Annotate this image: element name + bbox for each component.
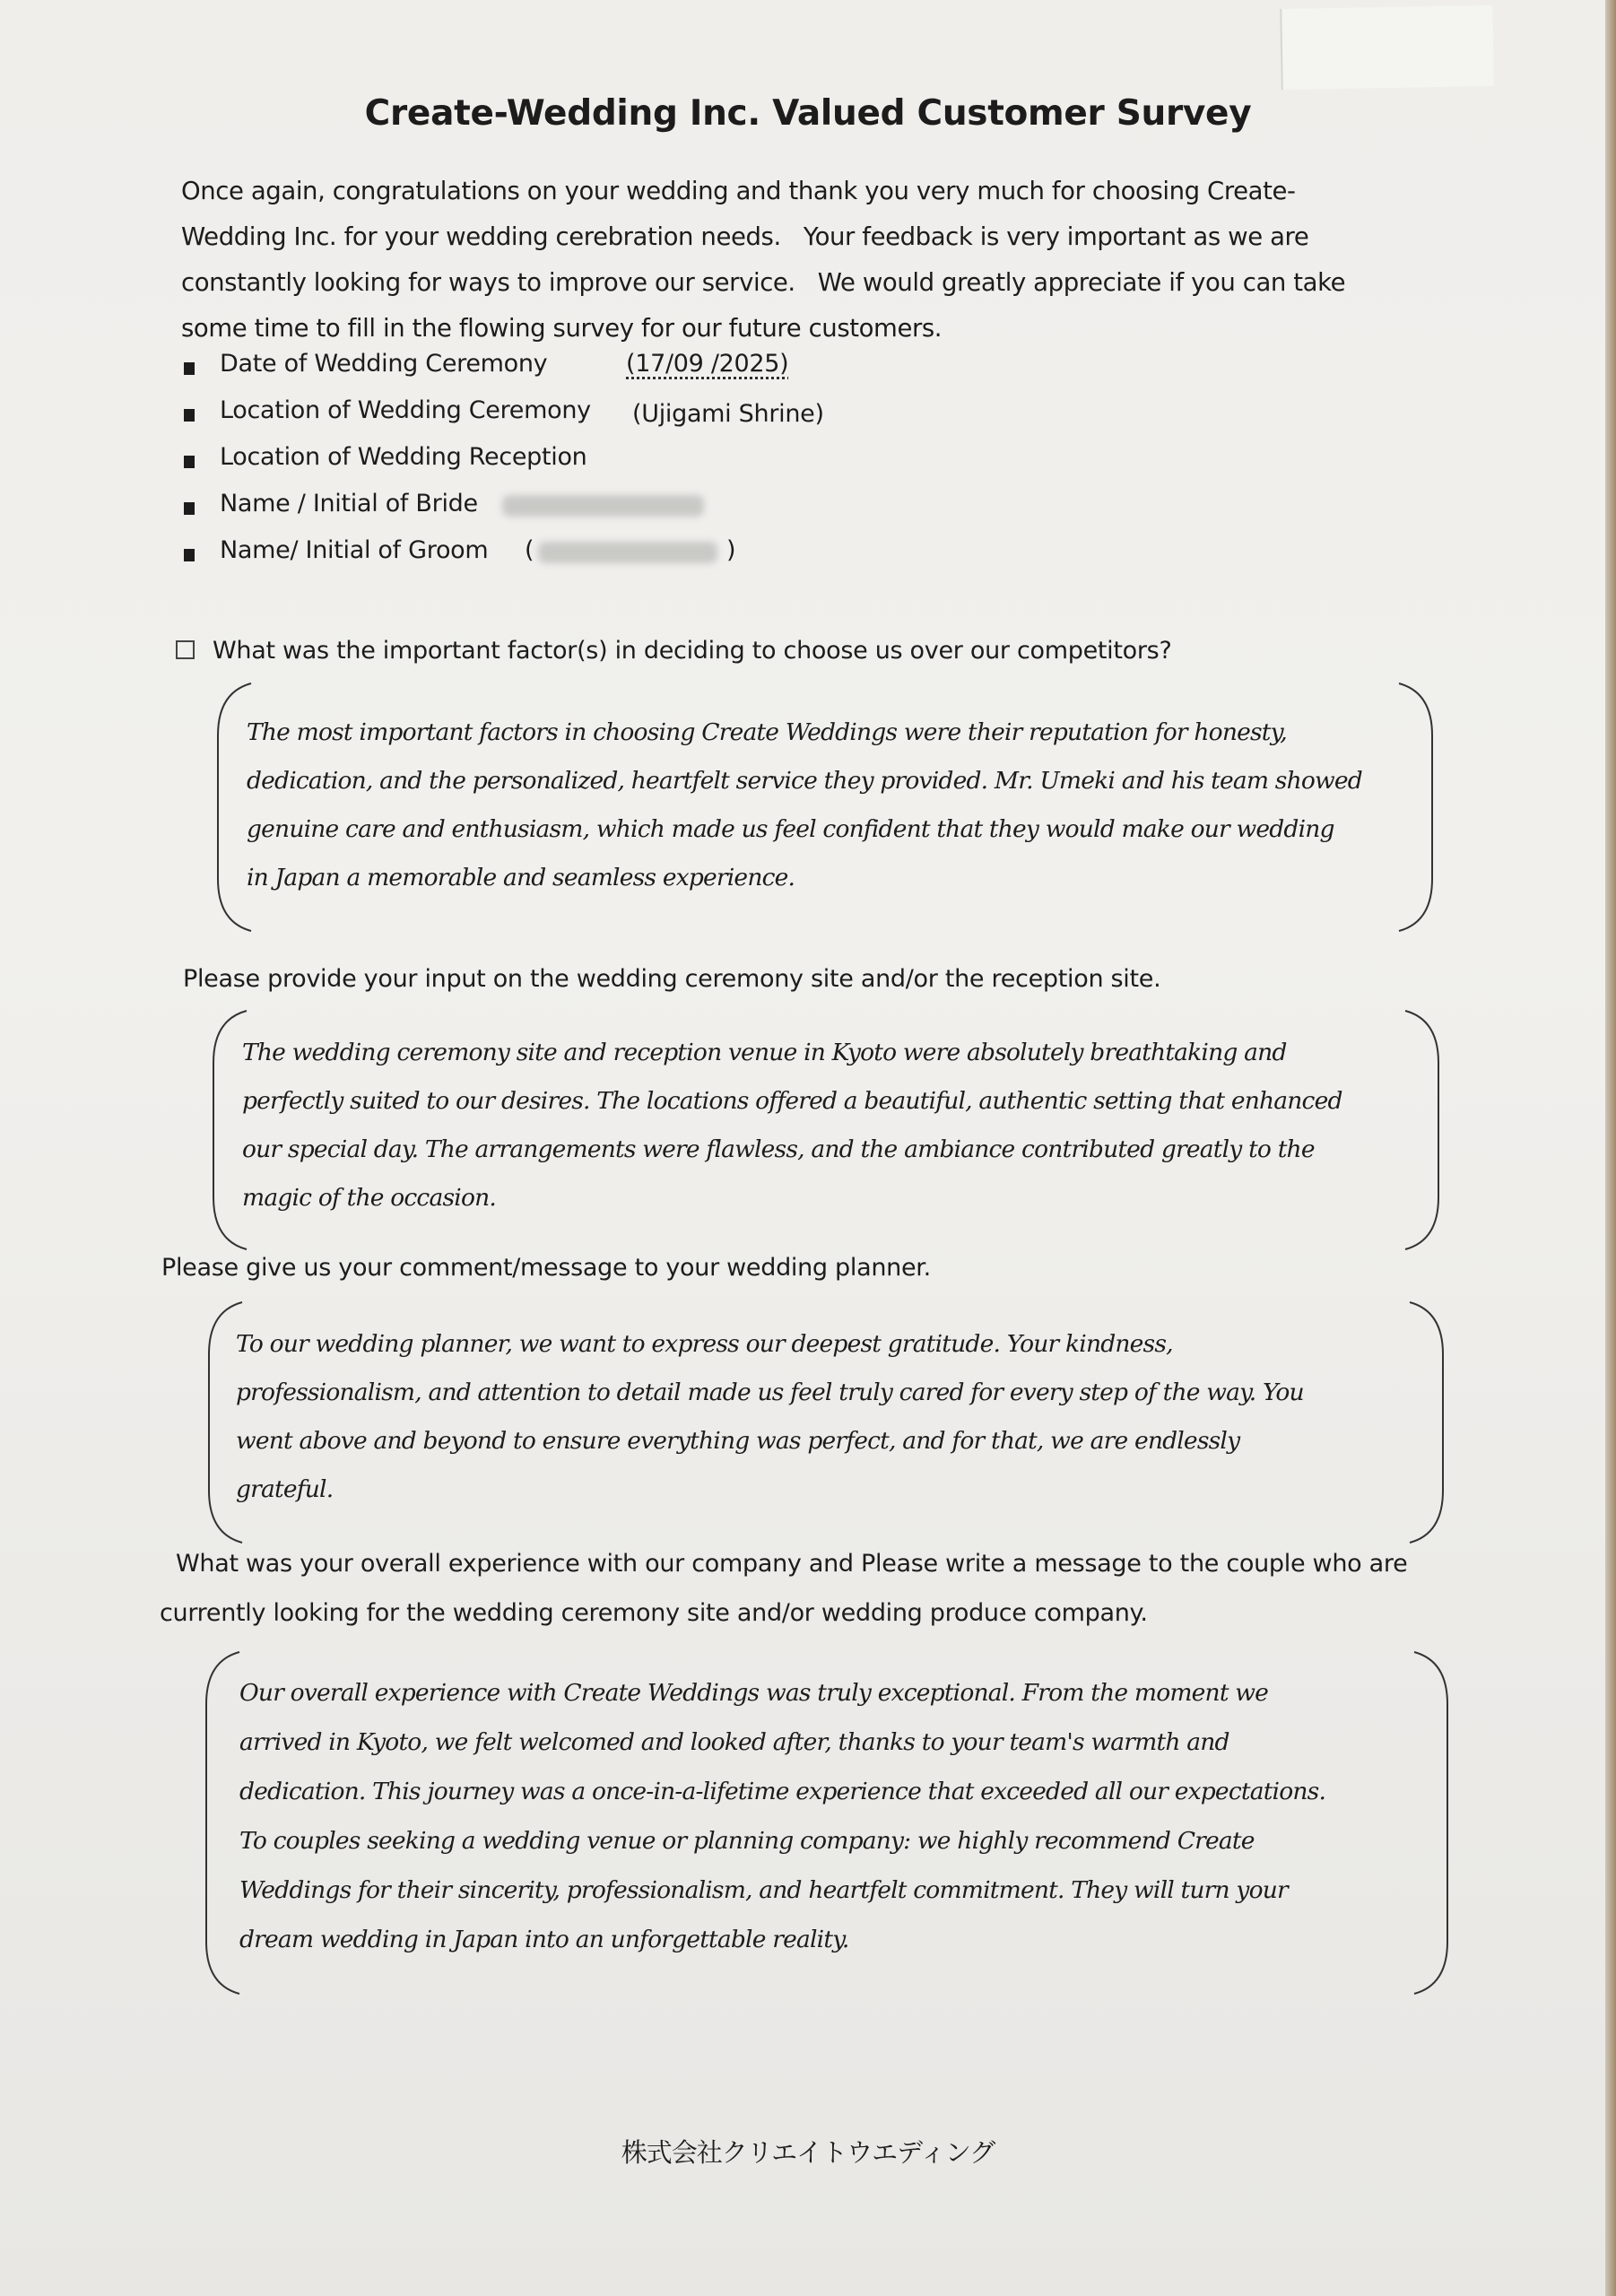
intro-line: constantly looking for ways to improve our service. We would greatly appreciate if you can take	[181, 268, 1346, 297]
redacted-groom-name	[538, 542, 717, 563]
square-bullet-icon	[184, 409, 195, 422]
answer-box-2	[206, 1009, 1446, 1251]
answer-line: genuine care and enthusiasm, which made us feel confident that they would make our wedding	[247, 815, 1334, 843]
question-4-line-1: What was your overall experience with our company and Please write a message to the couple who are	[176, 1550, 1408, 1578]
square-bullet-icon	[184, 502, 195, 515]
intro-line: Wedding Inc. for your wedding cerebration needs. Your feedback is very important as we are	[181, 222, 1309, 251]
field-label: Location of Wedding Ceremony	[220, 396, 591, 424]
answer-box-1	[211, 682, 1439, 933]
square-bullet-icon	[184, 456, 195, 468]
answer-line: grateful.	[236, 1475, 334, 1503]
answer-line: went above and beyond to ensure everything was perfect, and for that, we are endlessly	[236, 1427, 1240, 1455]
answer-line: magic of the occasion.	[242, 1184, 496, 1212]
answer-line: in Japan a memorable and seamless experience.	[247, 864, 795, 891]
question-2: Please provide your input on the wedding ceremony site and/or the reception site.	[183, 965, 1161, 993]
answer-line: The wedding ceremony site and reception venue in Kyoto were absolutely breathtaking and	[242, 1039, 1287, 1066]
table-edge	[1605, 0, 1616, 2296]
answer-line: professionalism, and attention to detail made us feel truly cared for every step of the way. You	[236, 1378, 1304, 1406]
answer-text-3	[236, 1320, 1402, 1514]
redacted-bride-name	[502, 495, 704, 517]
field-label: Name / Initial of Bride	[220, 490, 478, 517]
survey-title: Create-Wedding Inc. Valued Customer Survey	[364, 93, 1252, 134]
field-value-date[interactable]: (17/09 /2025)	[626, 350, 789, 378]
answer-line: dedication. This journey was a once-in-a-lifetime experience that exceeded all our expectations.	[239, 1778, 1326, 1805]
answer-text-1	[247, 709, 1417, 902]
answer-box-3	[202, 1300, 1450, 1544]
answer-line: our special day. The arrangements were flawless, and the ambiance contributed greatly to the	[242, 1135, 1315, 1163]
intro-paragraph	[181, 169, 1437, 352]
square-bullet-icon	[184, 362, 195, 375]
groom-open-paren: (	[525, 536, 534, 564]
intro-line: Once again, congratulations on your wedding and thank you very much for choosing Create-	[181, 177, 1296, 205]
answer-line: To couples seeking a wedding venue or planning company: we highly recommend Create	[239, 1827, 1255, 1855]
checkbox-icon[interactable]	[176, 640, 195, 659]
answer-line: To our wedding planner, we want to express our deepest gratitude. Your kindness,	[236, 1330, 1173, 1358]
field-value-ceremony-location[interactable]: (Ujigami Shrine)	[632, 400, 824, 428]
square-bullet-icon	[184, 549, 195, 561]
answer-line: arrived in Kyoto, we felt welcomed and looked after, thanks to your team's warmth and	[239, 1728, 1229, 1756]
answer-line: perfectly suited to our desires. The locations offered a beautiful, authentic setting that enhanced	[242, 1087, 1342, 1115]
field-label: Name/ Initial of Groom	[220, 536, 489, 564]
answer-line: dedication, and the personalized, heartfelt service they provided. Mr. Umeki and his team showed	[247, 767, 1362, 795]
question-3: Please give us your comment/message to your wedding planner.	[161, 1254, 931, 1282]
correction-tape	[1280, 5, 1494, 90]
answer-line: Weddings for their sincerity, professionalism, and heartfelt commitment. They will turn your	[239, 1876, 1288, 1904]
answer-line: Our overall experience with Create Weddings was truly exceptional. From the moment we	[239, 1679, 1269, 1707]
answer-line: dream wedding in Japan into an unforgettable reality.	[239, 1926, 849, 1953]
answer-text-4	[239, 1668, 1414, 1964]
answer-text-2	[242, 1029, 1419, 1222]
field-label: Date of Wedding Ceremony	[220, 350, 548, 378]
question-1	[176, 637, 1171, 665]
groom-close-paren: )	[726, 536, 736, 564]
answer-box-4	[199, 1650, 1455, 1996]
intro-line: some time to fill in the flowing survey for our future customers.	[181, 314, 943, 343]
question-text: What was the important factor(s) in deciding to choose us over our competitors?	[213, 637, 1172, 665]
company-footer: 株式会社クリエイトウエディング	[621, 2137, 995, 2168]
field-label: Location of Wedding Reception	[220, 443, 587, 471]
answer-line: The most important factors in choosing Create Weddings were their reputation for honesty,	[247, 718, 1287, 746]
question-4-line-2: currently looking for the wedding ceremony site and/or wedding produce company.	[160, 1599, 1148, 1627]
